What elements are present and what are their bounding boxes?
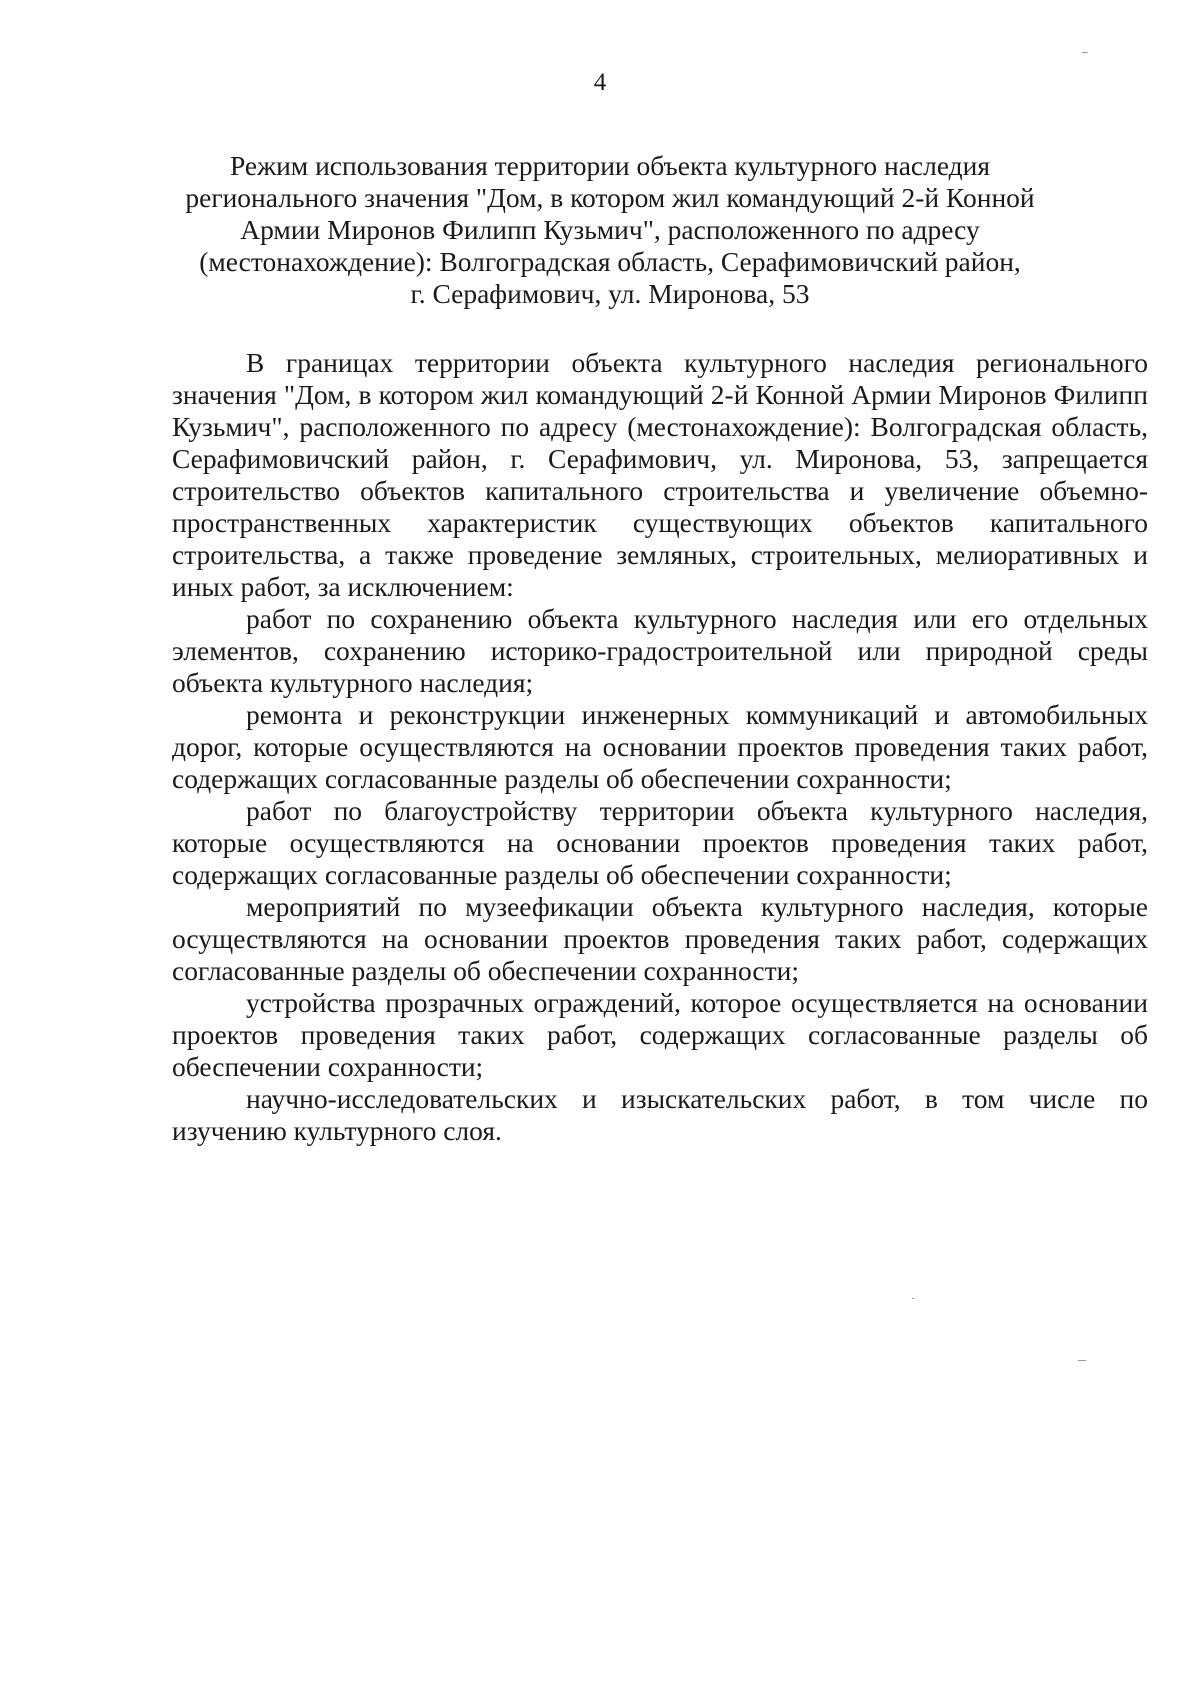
- title-line: регионального значения "Дом, в котором жил командующий 2-й Конной: [185, 182, 1035, 213]
- intro-paragraph: В границах территории объекта культурного наследия регионального значения "Дом, в котором жил командующий 2-й Конной Армии Миронов Филипп Кузьмич", расположенного по адресу (местонахождение): Волгоградская область, Серафимовичский район, г. Серафимович, ул. Миронова, 53, запрещается строительство объектов капитального строительства и увеличение объемно-пространственных характеристик существующих объектов капитального строительства, а также проведение земляных, строительных, мелиоративных и иных работ, за исключением:: [172, 347, 1148, 602]
- title-line: Режим использования территории объекта культурного наследия: [229, 150, 991, 181]
- exception-item: ремонта и реконструкции инженерных коммуникаций и автомобильных дорог, которые осуществляются на основании проектов проведения таких работ, содержащих согласованные разделы об обеспечении сохранности;: [172, 699, 1148, 794]
- exception-item: работ по сохранению объекта культурного наследия или его отдельных элементов, сохранению историко-градостроительной или природной среды объекта культурного наследия;: [172, 603, 1148, 698]
- scan-artifact: [1078, 1360, 1086, 1361]
- exception-item: работ по благоустройству территории объекта культурного наследия, которые осуществляются на основании проектов проведения таких работ, содержащих согласованные разделы об обеспечении сохранности;: [172, 795, 1148, 890]
- exception-item: устройства прозрачных ограждений, которое осуществляется на основании проектов проведения таких работ, содержащих согласованные разделы об обеспечении сохранности;: [172, 987, 1148, 1082]
- page-number: 4: [593, 69, 607, 96]
- title-line: (местонахождение): Волгоградская область, Серафимовичский район,: [199, 246, 1021, 277]
- scan-artifact: [912, 1298, 914, 1299]
- exception-item: мероприятий по музеефикации объекта культурного наследия, которые осуществляются на основании проектов проведения таких работ, содержащих согласованные разделы об обеспечении сохранности;: [172, 891, 1148, 986]
- document-body: [172, 347, 1148, 1147]
- title-line: г. Серафимович, ул. Миронова, 53: [410, 278, 810, 309]
- title-line: Армии Миронов Филипп Кузьмич", расположенного по адресу: [240, 214, 980, 245]
- document-title: [170, 150, 1050, 310]
- scan-artifact: [1082, 52, 1088, 53]
- exception-item: научно-исследовательских и изыскательских работ, в том числе по изучению культурного слоя.: [172, 1083, 1148, 1146]
